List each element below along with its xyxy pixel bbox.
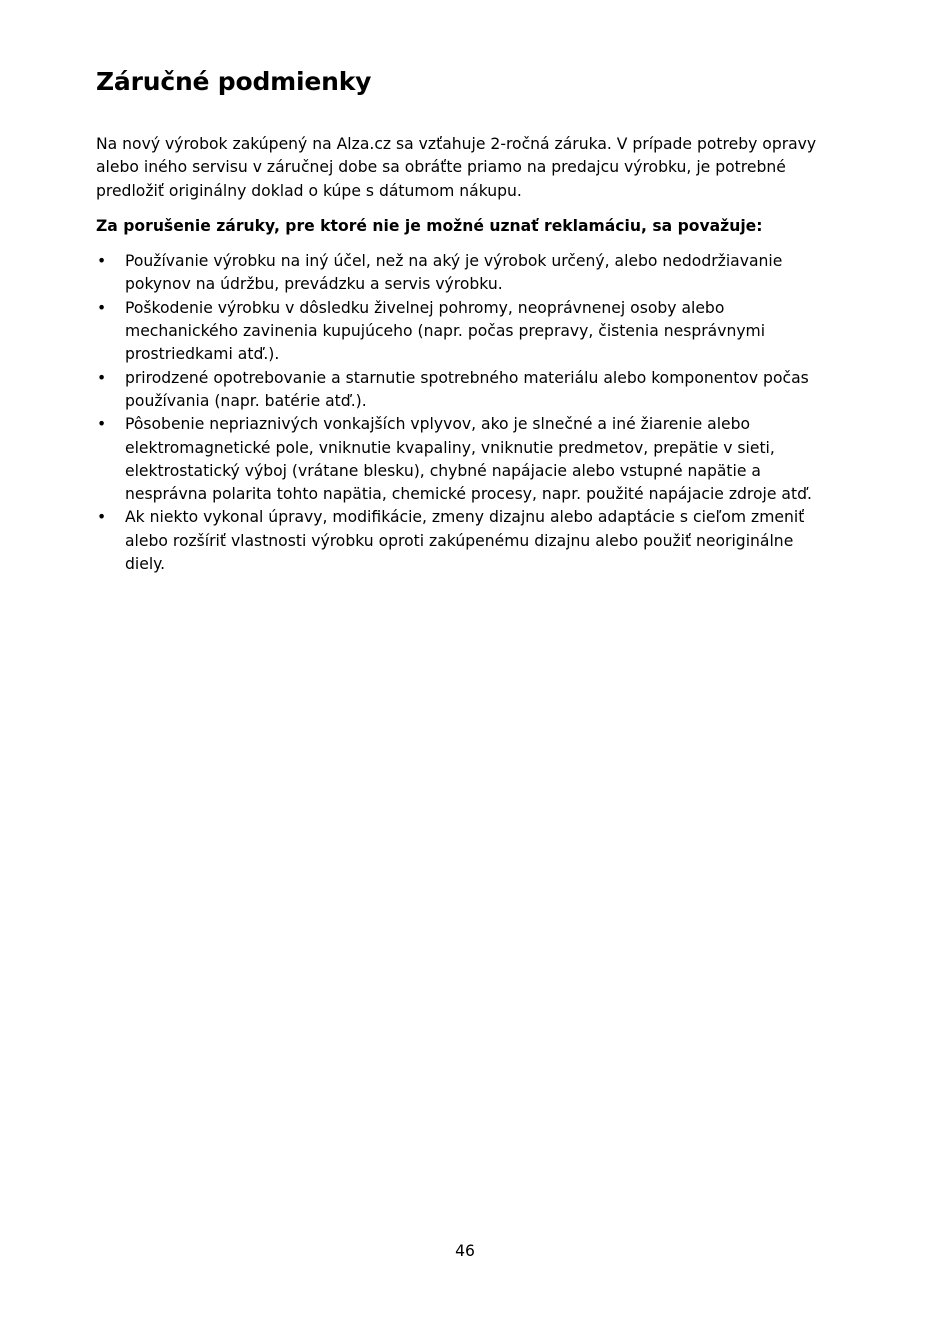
bullet-icon: •: [97, 368, 107, 387]
list-item: [96, 297, 836, 367]
list-item: [96, 250, 836, 297]
list-item-text: Pôsobenie nepriaznivých vonkajších vplyvov, ako je slnečné a iné žiarenie alebo elektromagnetické pole, vniknutie kvapaliny, vniknutie predmetov, prepätie v sieti, elektrostatický výboj (vrátane blesku), chybné napájacie alebo vstupné napätie a nesprávna polarita tohto napätia, chemické procesy, napr. použité napájacie zdroje atď.: [125, 415, 812, 504]
list-item-text: prirodzené opotrebovanie a starnutie spotrebného materiálu alebo komponentov počas používania (napr. batérie atď.).: [125, 368, 809, 410]
list-item: [96, 367, 836, 414]
bullet-icon: •: [97, 252, 107, 271]
bullet-icon: •: [97, 415, 107, 434]
page-title: Záručné podmienky: [96, 67, 372, 96]
warranty-content: [96, 133, 836, 576]
list-item-text: Používanie výrobku na iný účel, než na aký je výrobok určený, alebo nedodržiavanie pokynov na údržbu, prevádzku a servis výrobku.: [125, 252, 783, 294]
list-item: [96, 413, 836, 506]
warranty-breach-heading: Za porušenie záruky, pre ktoré nie je možné uznať reklamáciu, sa považuje:: [96, 216, 763, 235]
bullet-icon: •: [97, 508, 107, 527]
list-item: [96, 506, 836, 576]
list-item-text: Ak niekto vykonal úpravy, modifikácie, zmeny dizajnu alebo adaptácie s cieľom zmeniť alebo rozšíriť vlastnosti výrobku oproti zakúpenému dizajnu alebo použiť neoriginálne diely.: [125, 508, 805, 574]
bullet-icon: •: [97, 298, 107, 317]
warranty-breach-list: [96, 250, 836, 576]
page-number: 46: [455, 1242, 475, 1260]
list-item-text: Poškodenie výrobku v dôsledku živelnej pohromy, neoprávnenej osoby alebo mechanického zavinenia kupujúceho (napr. počas prepravy, čistenia nesprávnymi prostriedkami atď.).: [125, 298, 766, 364]
intro-paragraph: Na nový výrobok zakúpený na Alza.cz sa vzťahuje 2-ročná záruka. V prípade potreby opravy alebo iného servisu v záručnej dobe sa obráťte priamo na predajcu výrobku, je potrebné predložiť originálny doklad o kúpe s dátumom nákupu.: [96, 135, 817, 200]
